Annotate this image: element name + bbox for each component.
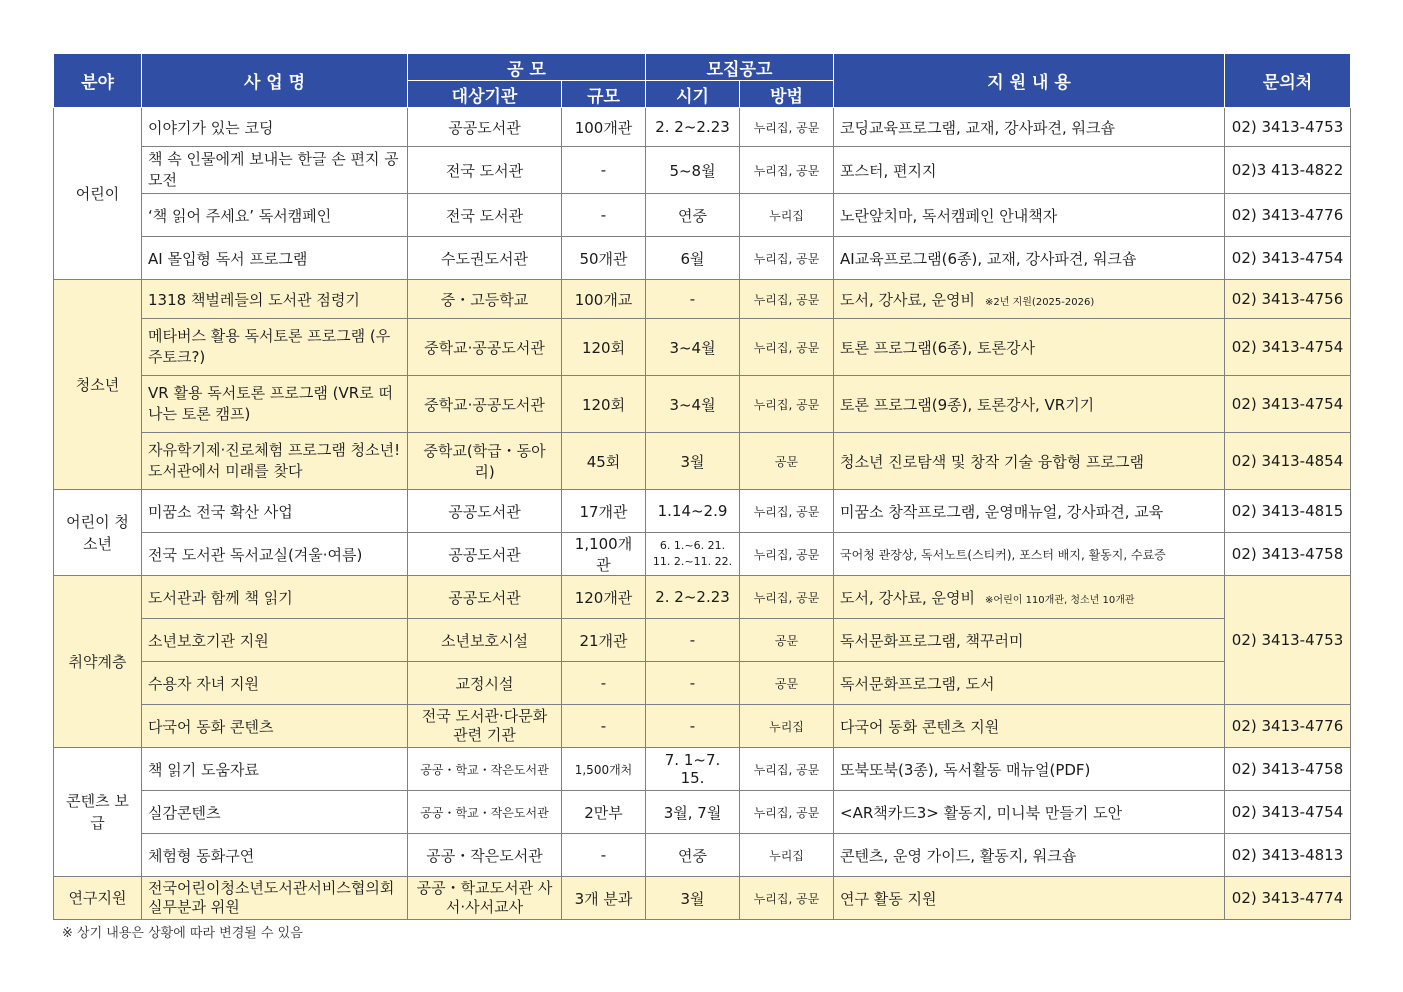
period: 3~4월 — [646, 319, 740, 376]
support: 다국어 동화 콘텐츠 지원 — [834, 705, 1225, 748]
support: 포스터, 편지지 — [834, 147, 1225, 194]
period: 연중 — [646, 834, 740, 877]
support-cell — [834, 576, 1225, 619]
category-children: 어린이 — [54, 108, 142, 280]
header-contest: 공 모 — [408, 54, 646, 81]
method: 누리집, 공문 — [740, 791, 834, 834]
scale: 17개관 — [562, 490, 646, 533]
contact: 02) 3413-4758 — [1225, 748, 1351, 791]
target: 공공・학교도서관 사서·사서교사 — [408, 877, 562, 920]
scale: 120개관 — [562, 576, 646, 619]
support: AI교육프로그램(6종), 교재, 강사파견, 워크숍 — [834, 237, 1225, 280]
contact: 02) 3413-4754 — [1225, 376, 1351, 433]
target: 중학교·공공도서관 — [408, 376, 562, 433]
support: 노란앞치마, 독서캠페인 안내책자 — [834, 194, 1225, 237]
header-target: 대상기관 — [408, 81, 562, 108]
contact: 02) 3413-4753 — [1225, 108, 1351, 147]
scale: - — [562, 194, 646, 237]
method: 누리집, 공문 — [740, 877, 834, 920]
support: 도서, 강사료, 운영비 — [840, 290, 976, 309]
header-recruit: 모집공고 — [646, 54, 834, 81]
target: 공공도서관 — [408, 533, 562, 576]
contact: 02) 3413-4758 — [1225, 533, 1351, 576]
period: 3월 — [646, 877, 740, 920]
header-scale: 규모 — [562, 81, 646, 108]
target: 공공도서관 — [408, 490, 562, 533]
target: 중・고등학교 — [408, 280, 562, 319]
method: 누리집, 공문 — [740, 237, 834, 280]
project-name: 메타버스 활용 독서토론 프로그램 (우주토크?) — [142, 319, 408, 376]
support-note: ※어린이 110개관, 청소년 10개관 — [985, 594, 1135, 606]
scale: - — [562, 662, 646, 705]
scale: 1,100개관 — [562, 533, 646, 576]
header-method: 방법 — [740, 81, 834, 108]
scale: - — [562, 834, 646, 877]
scale: 100개관 — [562, 108, 646, 147]
project-name: 소년보호기관 지원 — [142, 619, 408, 662]
contact: 02) 3413-4815 — [1225, 490, 1351, 533]
period: 6. 1.~6. 21. 11. 2.~11. 22. — [646, 533, 740, 576]
target: 공공도서관 — [408, 108, 562, 147]
target: 공공・작은도서관 — [408, 834, 562, 877]
period: 2. 2~2.23 — [646, 576, 740, 619]
period: 3월, 7월 — [646, 791, 740, 834]
header-support: 지 원 내 용 — [834, 54, 1225, 108]
project-name: 실감콘텐츠 — [142, 791, 408, 834]
scale: 120회 — [562, 376, 646, 433]
support: 토론 프로그램(9종), 토론강사, VR기기 — [834, 376, 1225, 433]
target: 중학교·공공도서관 — [408, 319, 562, 376]
project-name: 책 읽기 도움자료 — [142, 748, 408, 791]
category-vulnerable: 취약계층 — [54, 576, 142, 748]
target: 교정시설 — [408, 662, 562, 705]
method: 공문 — [740, 662, 834, 705]
period: 연중 — [646, 194, 740, 237]
method: 누리집, 공문 — [740, 576, 834, 619]
method: 누리집, 공문 — [740, 319, 834, 376]
method: 누리집, 공문 — [740, 748, 834, 791]
project-name: 전국 도서관 독서교실(겨울·여름) — [142, 533, 408, 576]
category-research: 연구지원 — [54, 877, 142, 920]
contact: 02) 3413-4774 — [1225, 877, 1351, 920]
support: 독서문화프로그램, 도서 — [834, 662, 1225, 705]
support: <AR책카드3> 활동지, 미니북 만들기 도안 — [834, 791, 1225, 834]
category-children-youth: 어린이 청소년 — [54, 490, 142, 576]
contact: 02) 3413-4756 — [1225, 280, 1351, 319]
project-name: AI 몰입형 독서 프로그램 — [142, 237, 408, 280]
scale: 2만부 — [562, 791, 646, 834]
period: - — [646, 662, 740, 705]
period: 1.14~2.9 — [646, 490, 740, 533]
target: 수도권도서관 — [408, 237, 562, 280]
support: 또북또북(3종), 독서활동 매뉴얼(PDF) — [834, 748, 1225, 791]
support: 미꿈소 창작프로그램, 운영매뉴얼, 강사파견, 교육 — [834, 490, 1225, 533]
support-note: ※2년 지원(2025-2026) — [985, 296, 1095, 308]
method: 누리집, 공문 — [740, 280, 834, 319]
header-project: 사 업 명 — [142, 54, 408, 108]
period: 3월 — [646, 433, 740, 490]
contact: 02) 3413-4776 — [1225, 194, 1351, 237]
project-name: 이야기가 있는 코딩 — [142, 108, 408, 147]
period: 3~4월 — [646, 376, 740, 433]
support-program-table — [53, 53, 1351, 920]
period: 2. 2~2.23 — [646, 108, 740, 147]
category-youth: 청소년 — [54, 280, 142, 490]
method: 누리집, 공문 — [740, 108, 834, 147]
period: 6월 — [646, 237, 740, 280]
period: - — [646, 705, 740, 748]
project-name: 수용자 자녀 지원 — [142, 662, 408, 705]
scale: 45회 — [562, 433, 646, 490]
period: 7. 1~7. 15. — [646, 748, 740, 791]
method: 누리집, 공문 — [740, 490, 834, 533]
support: 국어청 관장상, 독서노트(스티커), 포스터 배지, 활동지, 수료증 — [834, 533, 1225, 576]
scale: 120회 — [562, 319, 646, 376]
contact: 02) 3413-4754 — [1225, 319, 1351, 376]
project-name: ‘책 읽어 주세요’ 독서캠페인 — [142, 194, 408, 237]
scale: - — [562, 705, 646, 748]
method: 누리집, 공문 — [740, 147, 834, 194]
method: 누리집, 공문 — [740, 533, 834, 576]
period: 5~8월 — [646, 147, 740, 194]
target: 전국 도서관 — [408, 194, 562, 237]
contact: 02) 3413-4753 — [1225, 576, 1351, 705]
scale: 1,500개처 — [562, 748, 646, 791]
support: 코딩교육프로그램, 교재, 강사파견, 워크숍 — [834, 108, 1225, 147]
support: 도서, 강사료, 운영비 — [840, 588, 976, 607]
scale: 100개교 — [562, 280, 646, 319]
contact: 02)3 413-4822 — [1225, 147, 1351, 194]
header-period: 시기 — [646, 81, 740, 108]
header-contact: 문의처 — [1225, 54, 1351, 108]
contact: 02) 3413-4754 — [1225, 791, 1351, 834]
contact: 02) 3413-4854 — [1225, 433, 1351, 490]
project-name: VR 활용 독서토론 프로그램 (VR로 떠나는 토론 캠프) — [142, 376, 408, 433]
project-name: 도서관과 함께 책 읽기 — [142, 576, 408, 619]
scale: 3개 분과 — [562, 877, 646, 920]
footnote: ※ 상기 내용은 상황에 따라 변경될 수 있음 — [62, 926, 303, 941]
scale: 21개관 — [562, 619, 646, 662]
support: 독서문화프로그램, 책꾸러미 — [834, 619, 1225, 662]
project-name: 미꿈소 전국 확산 사업 — [142, 490, 408, 533]
period: - — [646, 280, 740, 319]
target: 전국 도서관 — [408, 147, 562, 194]
category-content: 콘텐츠 보급 — [54, 748, 142, 877]
method: 누리집 — [740, 834, 834, 877]
scale: - — [562, 147, 646, 194]
support: 콘텐츠, 운영 가이드, 활동지, 워크숍 — [834, 834, 1225, 877]
contact: 02) 3413-4776 — [1225, 705, 1351, 748]
support: 토론 프로그램(6종), 토론강사 — [834, 319, 1225, 376]
project-name: 체험형 동화구연 — [142, 834, 408, 877]
support: 연구 활동 지원 — [834, 877, 1225, 920]
support: 청소년 진로탐색 및 창작 기술 융합형 프로그램 — [834, 433, 1225, 490]
target: 중학교(학급・동아리) — [408, 433, 562, 490]
method: 공문 — [740, 433, 834, 490]
project-name: 1318 책벌레들의 도서관 점령기 — [142, 280, 408, 319]
contact: 02) 3413-4754 — [1225, 237, 1351, 280]
project-name: 다국어 동화 콘텐츠 — [142, 705, 408, 748]
target: 공공・학교・작은도서관 — [408, 748, 562, 791]
method: 누리집 — [740, 194, 834, 237]
method: 누리집 — [740, 705, 834, 748]
target: 공공・학교・작은도서관 — [408, 791, 562, 834]
period: - — [646, 619, 740, 662]
project-name: 자유학기제·진로체험 프로그램 청소년! 도서관에서 미래를 찾다 — [142, 433, 408, 490]
project-name: 전국어린이청소년도서관서비스협의회 실무분과 위원 — [142, 877, 408, 920]
support-cell — [834, 280, 1225, 319]
scale: 50개관 — [562, 237, 646, 280]
header-field: 분야 — [54, 54, 142, 108]
method: 공문 — [740, 619, 834, 662]
target: 공공도서관 — [408, 576, 562, 619]
target: 전국 도서관·다문화 관련 기관 — [408, 705, 562, 748]
target: 소년보호시설 — [408, 619, 562, 662]
contact: 02) 3413-4813 — [1225, 834, 1351, 877]
project-name: 책 속 인물에게 보내는 한글 손 편지 공모전 — [142, 147, 408, 194]
method: 누리집, 공문 — [740, 376, 834, 433]
